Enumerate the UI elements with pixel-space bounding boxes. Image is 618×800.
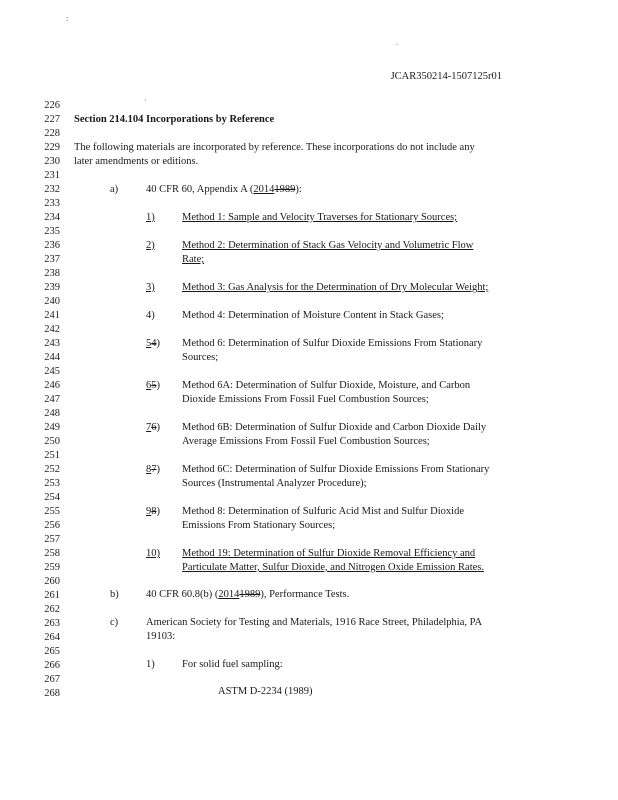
line-number: 246 (44, 380, 60, 391)
method-item-line: Method 19: Determination of Sulfur Dioxide Removal Efficiency and (182, 548, 476, 559)
method-item-line: Average Emissions From Fossil Fuel Combustion Sources; (182, 436, 430, 447)
line-number: 230 (44, 156, 60, 167)
line-number: 244 (44, 352, 60, 363)
document-id: JCAR350214-1507125r01 (390, 71, 502, 82)
method-item-line: Method 6C: Determination of Sulfur Dioxide Emissions From Stationary (182, 464, 490, 475)
method-item-line: Emissions From Stationary Sources; (182, 520, 336, 531)
line-number: 263 (44, 618, 60, 629)
line-number: 266 (44, 660, 60, 671)
line-number: 249 (44, 422, 60, 433)
deleted-number: 8 (151, 506, 157, 517)
line-number: 251 (44, 450, 60, 461)
line-number: 231 (44, 170, 60, 181)
subsection-b-text (146, 589, 349, 600)
line-number: 259 (44, 562, 60, 573)
inserted-number: 8 (146, 464, 152, 475)
margin-mark: . (396, 38, 398, 47)
deleted-year: 1989 (239, 589, 261, 600)
method-item-number: 10) (146, 548, 160, 559)
subsection-a-text-pre: 40 CFR 60, Appendix A ( (146, 184, 254, 195)
line-number: 250 (44, 436, 60, 447)
line-number: 258 (44, 548, 60, 559)
inserted-year: 2014 (218, 589, 240, 600)
line-number: 268 (44, 688, 60, 699)
method-item-number: 4) (146, 310, 155, 321)
intro-line-1: The following materials are incorporated by reference. These incorporations do not include any (74, 142, 475, 153)
method-item-line: Method 1: Sample and Velocity Traverses for Stationary Sources; (182, 212, 458, 223)
line-number: 254 (44, 492, 60, 503)
method-item-number: 3) (146, 282, 155, 293)
line-number: 229 (44, 142, 60, 153)
line-number: 267 (44, 674, 60, 685)
method-item-line: Dioxide Emissions From Fossil Fuel Combustion Sources; (182, 394, 429, 405)
line-number: 245 (44, 366, 60, 377)
line-number: 253 (44, 478, 60, 489)
method-item-line: Sources (Instrumental Analyzer Procedure); (182, 478, 367, 489)
margin-mark: · (144, 96, 147, 105)
astm-reference: ASTM D-2234 (1989) (218, 686, 313, 697)
method-item-line: Method 4: Determination of Moisture Content in Stack Gases; (182, 310, 444, 321)
method-item-line: Rate; (182, 254, 205, 265)
subsection-a-text (146, 184, 302, 195)
line-number: 262 (44, 604, 60, 615)
subsection-c-line-1: American Society for Testing and Materials, 1916 Race Street, Philadelphia, PA (146, 617, 483, 628)
method-item-number (146, 464, 160, 475)
method-item-number (146, 338, 160, 349)
number-paren: ) (156, 464, 160, 475)
method-item-line: Method 6A: Determination of Sulfur Dioxide, Moisture, and Carbon (182, 380, 471, 391)
subsection-c-item-number: 1) (146, 659, 155, 670)
method-item-line: Sources; (182, 352, 219, 363)
line-number: 238 (44, 268, 60, 279)
inserted-year: 2014 (253, 184, 275, 195)
line-number: 255 (44, 506, 60, 517)
method-item-line: Method 6B: Determination of Sulfur Dioxide and Carbon Dioxide Daily (182, 422, 487, 433)
line-number: 247 (44, 394, 60, 405)
method-item-line: Particulate Matter, Sulfur Dioxide, and Nitrogen Oxide Emission Rates. (182, 562, 484, 573)
method-item-line: Method 2: Determination of Stack Gas Velocity and Volumetric Flow (182, 240, 474, 251)
line-number: 239 (44, 282, 60, 293)
margin-mark: : (66, 14, 69, 23)
line-number: 252 (44, 464, 60, 475)
inserted-number: 5 (146, 338, 152, 349)
line-number: 233 (44, 198, 60, 209)
inserted-number: 6 (146, 380, 152, 391)
subsection-b-text-pre: 40 CFR 60.8(b) ( (146, 589, 219, 600)
line-number: 243 (44, 338, 60, 349)
number-paren: ) (156, 380, 160, 391)
line-number: 248 (44, 408, 60, 419)
method-item-number: 1) (146, 212, 155, 223)
line-number: 236 (44, 240, 60, 251)
line-number: 257 (44, 534, 60, 545)
inserted-number: 9 (146, 506, 152, 517)
line-number: 228 (44, 128, 60, 139)
deleted-number: 6 (151, 422, 157, 433)
method-item-number: 2) (146, 240, 155, 251)
inserted-number: 7 (146, 422, 152, 433)
deleted-year: 1989 (274, 184, 296, 195)
line-number: 232 (44, 184, 60, 195)
subsection-b-text-post: ), Performance Tests. (260, 589, 350, 600)
line-number: 235 (44, 226, 60, 237)
number-paren: ) (156, 506, 160, 517)
method-item-number (146, 380, 160, 391)
line-number: 264 (44, 632, 60, 643)
method-item-number (146, 506, 160, 517)
deleted-number: 7 (151, 464, 157, 475)
method-item-number (146, 422, 160, 433)
line-number: 265 (44, 646, 60, 657)
line-number: 261 (44, 590, 60, 601)
subsection-c-line-2: 19103: (146, 631, 176, 642)
subsection-a-label: a) (110, 184, 119, 195)
deleted-number: 5 (151, 380, 157, 391)
line-number: 234 (44, 212, 60, 223)
line-number: 256 (44, 520, 60, 531)
method-item-line: Method 6: Determination of Sulfur Dioxide Emissions From Stationary (182, 338, 483, 349)
intro-line-2: later amendments or editions. (74, 156, 199, 167)
deleted-number: 4 (151, 338, 157, 349)
line-number: 240 (44, 296, 60, 307)
line-number: 226 (44, 100, 60, 111)
subsection-c-label: c) (110, 617, 119, 628)
line-number: 242 (44, 324, 60, 335)
subsection-a-text-post: ): (295, 184, 302, 195)
line-number: 241 (44, 310, 60, 321)
method-item-line: Method 3: Gas Analysis for the Determination of Dry Molecular Weight; (182, 282, 489, 293)
section-heading: Section 214.104 Incorporations by Reference (74, 114, 275, 125)
method-item-line: Method 8: Determination of Sulfuric Acid Mist and Sulfur Dioxide (182, 506, 465, 517)
line-number: 237 (44, 254, 60, 265)
subsection-b-label: b) (110, 589, 119, 600)
number-paren: ) (156, 338, 160, 349)
line-number: 260 (44, 576, 60, 587)
line-number: 227 (44, 114, 60, 125)
number-paren: ) (156, 422, 160, 433)
subsection-c-item-text: For solid fuel sampling: (182, 659, 283, 670)
